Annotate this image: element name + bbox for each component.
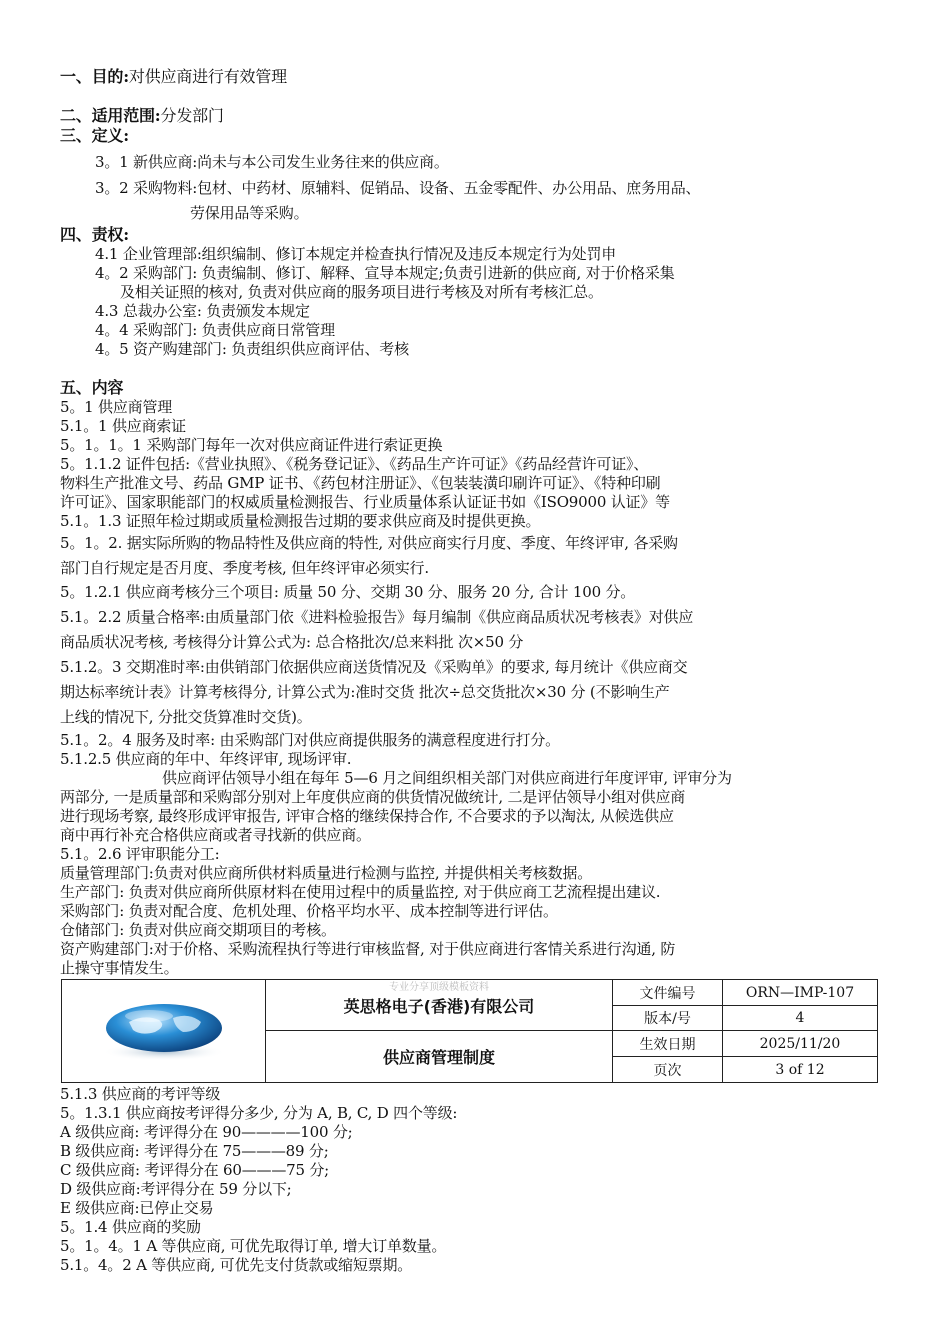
duty-4-3: 4.3 总裁办公室: 负责颁发本规定 — [95, 302, 310, 320]
content-line: 5.1.2。3 交期准时率:由供销部门依据供应商送货情况及《采购单》的要求, 每月统计《供应商交 — [60, 658, 688, 676]
content-line: 期达标率统计表》计算考核得分, 计算公式为:准时交货 批次÷总交货批次×30 分 (不影响生产 — [60, 683, 670, 701]
definition-3-1: 3。1 新供应商:尚未与本公司发生业务往来的供应商。 — [95, 153, 449, 171]
section-5-content-heading: 五、内容 — [60, 378, 124, 397]
globe-icon — [89, 992, 239, 1066]
version-label: 版本/号 — [613, 1006, 723, 1031]
definition-3-2-cont: 劳保用品等采购。 — [190, 204, 309, 222]
content-line: 资产购建部门:对于价格、采购流程执行等进行审核监督, 对于供应商进行客情关系进行沟通, 防 — [60, 940, 676, 958]
content-line: 5.1。2.2 质量合格率:由质量部门依《进料检验报告》每月编制《供应商品质状况考核表》对供应 — [60, 608, 694, 626]
content-line: 物料生产批准文号、药品 GMP 证书、《药包材注册证》、《包装装潢印刷许可证》、《特种印刷 — [60, 474, 661, 492]
content-line: C 级供应商: 考评得分在 60———75 分; — [60, 1161, 330, 1179]
duty-4-5: 4。5 资产购建部门: 负责组织供应商评估、考核 — [95, 340, 409, 358]
content-line: 5。1 供应商管理 — [60, 398, 173, 416]
section-text: 分发部门 — [160, 106, 224, 125]
company-logo — [62, 980, 266, 1083]
section-2-scope — [60, 107, 224, 125]
content-line: 5.1。1.3 证照年检过期或质量检测报告过期的要求供应商及时提供更换。 — [60, 512, 541, 530]
watermark-text: 专业分享顶级模板资料 — [389, 982, 489, 993]
company-name-cell — [266, 980, 613, 1031]
content-line: 部门自行规定是否月度、季度考核, 但年终评审必须实行. — [60, 559, 429, 577]
content-line: 5。1。4。1 A 等供应商, 可优先取得订单, 增大订单数量。 — [60, 1237, 447, 1255]
content-line: D 级供应商:考评得分在 59 分以下; — [60, 1180, 292, 1198]
doc-no-value: ORN—IMP-107 — [723, 980, 878, 1006]
page-label: 页次 — [613, 1057, 723, 1083]
document-title: 供应商管理制度 — [266, 1031, 613, 1083]
content-line: 两部分, 一是质量部和采购部分别对上年度供应商的供货情况做统计, 二是评估领导小组对供应商 — [60, 788, 686, 806]
section-label: 二、适用范围: — [60, 106, 161, 125]
content-line: 5。1.1.2 证件包括:《营业执照》、《税务登记证》、《药品生产许可证》《药品经营许可证》、 — [60, 455, 649, 473]
content-line: 5。1.2.1 供应商考核分三个项目: 质量 50 分、交期 30 分、服务 20 分, 合计 100 分。 — [60, 583, 636, 601]
definition-3-2: 3。2 采购物料:包材、中药材、原辅料、促销品、设备、五金零配件、办公用品、庶务用品、 — [95, 179, 701, 197]
content-line: 进行现场考察, 最终形成评审报告, 评审合格的继续保持合作, 不合要求的予以淘汰, 从候选供应 — [60, 807, 674, 825]
content-line: 5。1.3.1 供应商按考评得分多少, 分为 A, B, C, D 四个等级: — [60, 1104, 458, 1122]
company-name: 英思格电子(香港)有限公司 — [343, 996, 535, 1016]
section-3-definitions-heading: 三、定义: — [60, 126, 129, 145]
version-value: 4 — [723, 1006, 878, 1031]
content-line: 商品质状况考核, 考核得分计算公式为: 总合格批次/总来料批 次×50 分 — [60, 633, 524, 651]
content-line: 仓储部门: 负责对供应商交期项目的考核。 — [60, 921, 336, 939]
duty-4-2-cont: 及相关证照的核对, 负责对供应商的服务项目进行考核及对所有考核汇总。 — [120, 283, 603, 301]
content-line: B 级供应商: 考评得分在 75———89 分; — [60, 1142, 329, 1160]
effective-date-value: 2025/11/20 — [723, 1031, 878, 1057]
content-line: A 级供应商: 考评得分在 90————100 分; — [60, 1123, 353, 1141]
content-line: 5.1。2.6 评审职能分工: — [60, 845, 220, 863]
content-line: 5.1。1 供应商索证 — [60, 417, 186, 435]
content-line: 5。1。1。1 采购部门每年一次对供应商证件进行索证更换 — [60, 436, 443, 454]
duty-4-4: 4。4 采购部门: 负责供应商日常管理 — [95, 321, 335, 339]
content-line: 上线的情况下, 分批交货算准时交货)。 — [60, 708, 312, 726]
content-line: 采购部门: 负责对配合度、危机处理、价格平均水平、成本控制等进行评估。 — [60, 902, 558, 920]
document-header-table — [61, 979, 878, 1083]
content-line: 商中再行补充合格供应商或者寻找新的供应商。 — [60, 826, 371, 844]
section-text: 对供应商进行有效管理 — [128, 67, 287, 86]
content-line: 5.1.3 供应商的考评等级 — [60, 1085, 221, 1103]
content-line: 5.1。2。4 服务及时率: 由采购部门对供应商提供服务的满意程度进行打分。 — [60, 731, 560, 749]
effective-date-label: 生效日期 — [613, 1031, 723, 1057]
content-line: 供应商评估领导小组在每年 5—6 月之间组织相关部门对供应商进行年度评审, 评审分为 — [162, 769, 732, 787]
content-line: 5.1。4。2 A 等供应商, 可优先支付货款或缩短票期。 — [60, 1256, 413, 1274]
section-1-purpose — [60, 68, 287, 86]
page-value: 3 of 12 — [723, 1057, 878, 1083]
content-line: 质量管理部门:负责对供应商所供材料质量进行检测与监控, 并提供相关考核数据。 — [60, 864, 592, 882]
content-line: 5。1。2. 据实际所购的物品特性及供应商的特性, 对供应商实行月度、季度、年终评审, 各采购 — [60, 534, 678, 552]
duty-4-1: 4.1 企业管理部:组织编制、修订本规定并检查执行情况及违反本规定行为处罚申 — [95, 245, 617, 263]
content-line: 止操守事情发生。 — [60, 959, 179, 977]
content-line: 生产部门: 负责对供应商所供原材料在使用过程中的质量监控, 对于供应商工艺流程提出建议. — [60, 883, 661, 901]
content-line: E 级供应商:已停止交易 — [60, 1199, 214, 1217]
duty-4-2: 4。2 采购部门: 负责编制、修订、解释、宣导本规定;负责引进新的供应商, 对于价格采集 — [95, 264, 675, 282]
section-label: 一、目的: — [60, 67, 129, 86]
doc-no-label: 文件编号 — [613, 980, 723, 1006]
content-line: 许可证》、国家职能部门的权威质量检测报告、行业质量体系认证证书如《ISO9000 认证》等 — [60, 493, 670, 511]
content-line: 5.1.2.5 供应商的年中、年终评审, 现场评审. — [60, 750, 352, 768]
section-4-duties-heading: 四、责权: — [60, 225, 129, 244]
content-line: 5。1.4 供应商的奖励 — [60, 1218, 201, 1236]
